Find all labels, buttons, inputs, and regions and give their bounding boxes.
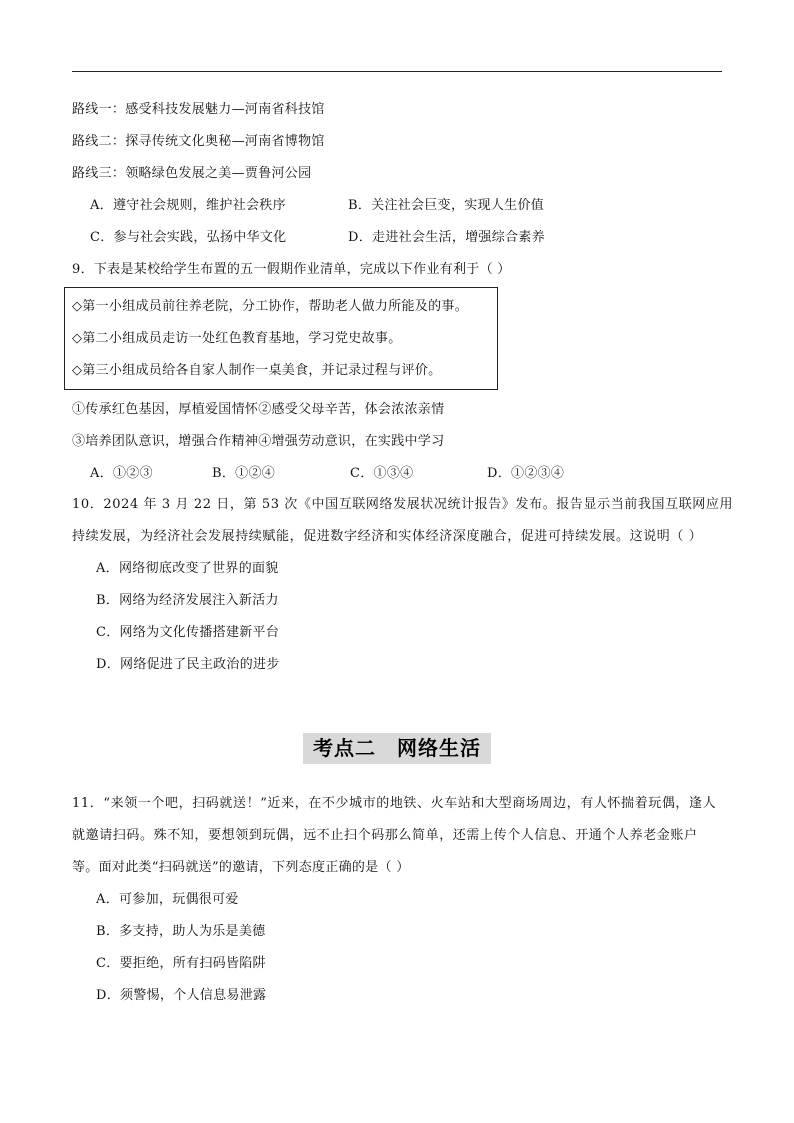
q10-option-b: B．网络为经济发展注入新活力 — [96, 593, 279, 608]
section-heading-wrap — [0, 733, 794, 764]
q10-option-a: A．网络彻底改变了世界的面貌 — [96, 561, 279, 576]
q8-option-c: C．参与社会实践，弘扬中华文化 — [90, 230, 287, 245]
q10-option-d: D．网络促进了民主政治的进步 — [96, 657, 280, 672]
q9-statement-2: ③培养团队意识，增强合作精神④增强劳动意识，在实践中学习 — [72, 434, 445, 449]
q8-option-d: D．走进社会生活，增强综合素养 — [348, 230, 545, 245]
q10-option-c: C．网络为文化传播搭建新平台 — [96, 625, 280, 640]
route-line-1: 路线一：感受科技发展魅力—河南省科技馆 — [72, 102, 325, 117]
q11-stem-line-1: 11．“来领一个吧，扫码就送！”近来，在不少城市的地铁、火车站和大型商场周边，有人怀揣着玩偶，逢人 — [72, 796, 717, 811]
q8-option-b: B．关注社会巨变，实现人生价值 — [348, 198, 545, 213]
q11-option-d: D．须警惕，个人信息易泄露 — [96, 988, 267, 1003]
q9-stem: 9．下表是某校给学生布置的五一假期作业清单，完成以下作业有利于（ ） — [72, 262, 511, 277]
section-heading: 考点二 网络生活 — [303, 733, 491, 764]
q11-option-c: C．要拒绝，所有扫码皆陷阱 — [96, 956, 266, 971]
q8-option-a: A．遵守社会规则，维护社会秩序 — [90, 198, 286, 213]
q11-stem-line-2: 就邀请扫码。殊不知，要想领到玩偶，远不止扫个码那么简单，还需上传个人信息、开通个人养老金账户 — [72, 828, 698, 843]
q9-statement-1: ①传承红色基因，厚植爱国情怀②感受父母辛苦，体会浓浓亲情 — [72, 402, 445, 417]
q10-stem-line-1: 10．2024 年 3 月 22 日，第 53 次《中国互联网络发展状况统计报告》发布。报告显示当前我国互联网应用 — [72, 497, 734, 512]
q11-option-b: B．多支持，助人为乐是美德 — [96, 924, 266, 939]
header-rule — [72, 71, 722, 72]
q9-option-b: B．①②④ — [212, 466, 276, 481]
q9-box-item-1: ◇第一小组成员前往养老院，分工协作，帮助老人做力所能及的事。 — [72, 299, 468, 314]
q10-stem-line-2: 持续发展，为经济社会发展持续赋能，促进数字经济和实体经济深度融合，促进可持续发展。这说明（ ） — [72, 529, 703, 544]
q9-box-item-3: ◇第三小组成员给各自家人制作一桌美食，并记录过程与评价。 — [72, 363, 442, 378]
q11-option-a: A．可参加，玩偶很可爱 — [96, 892, 239, 907]
q9-box-item-2: ◇第二小组成员走访一处红色教育基地，学习党史故事。 — [72, 331, 402, 346]
q11-stem-line-3: 等。面对此类“扫码就送”的邀请，下列态度正确的是（ ） — [72, 860, 410, 875]
route-line-2: 路线二：探寻传统文化奥秘—河南省博物馆 — [72, 134, 325, 149]
q9-option-d: D．①②③④ — [487, 466, 565, 481]
q9-option-a: A．①②③ — [90, 466, 153, 481]
route-line-3: 路线三：领略绿色发展之美—贾鲁河公园 — [72, 166, 312, 181]
q9-option-c: C．①③④ — [350, 466, 414, 481]
